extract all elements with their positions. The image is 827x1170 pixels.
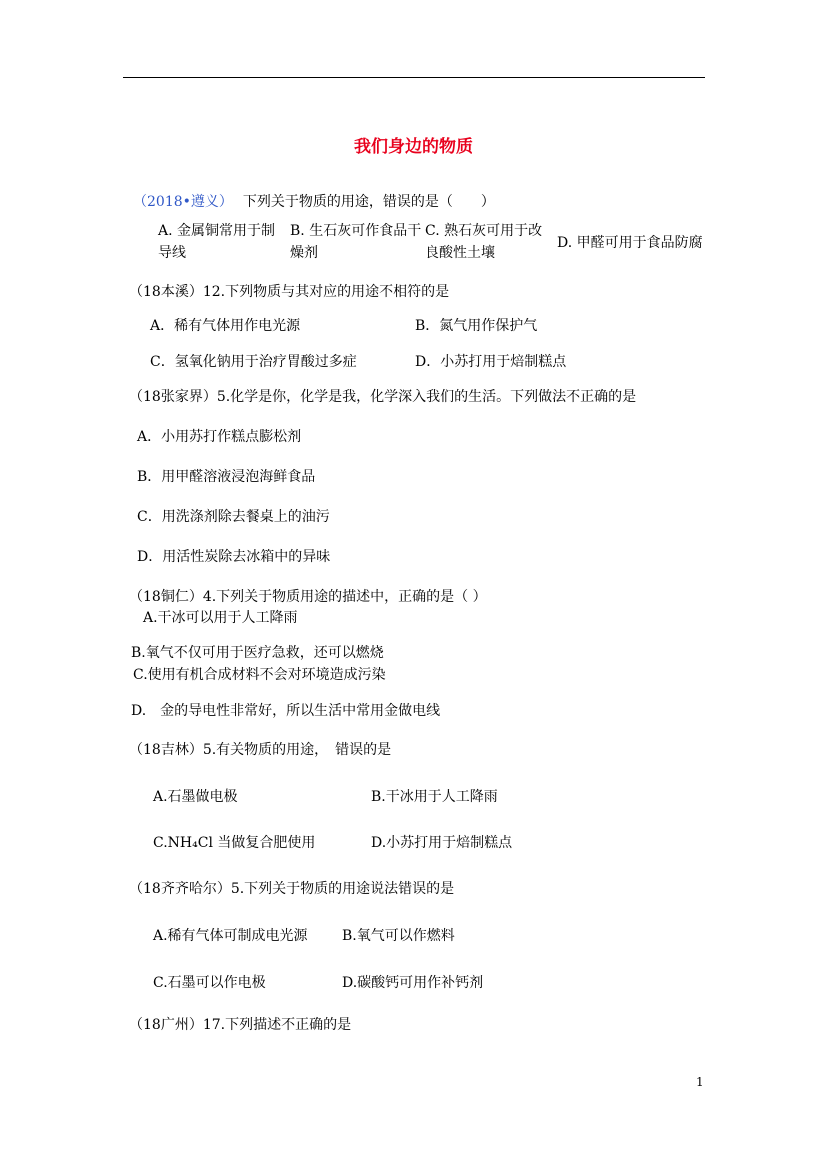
question-3-option-b: B．用甲醛溶液浸泡海鲜食品 [137,469,316,485]
question-2-option-a: A．稀有气体用作电光源 [150,318,301,334]
question-5-option-a: A.石墨做电极 [153,789,238,805]
question-3-option-c: C．用洗涤剂除去餐桌上的油污 [137,509,330,525]
page-title: 我们身边的物质 [354,137,473,157]
question-3-stem: （18张家界）5.化学是你，化学是我，化学深入我们的生活。下列做法不正确的是 [129,389,637,405]
question-2-option-c: C．氢氧化钠用于治疗胃酸过多症 [150,354,357,370]
page-number: 1 [696,1075,704,1089]
question-4-option-a: A.干冰可以用于人工降雨 [143,610,298,626]
question-1-option-c: C. 熟石灰可用于改良酸性土壤 [425,223,543,261]
question-1-option-a: A. 金属铜常用于制导线 [158,223,276,261]
question-4-option-c: C.使用有机合成材料不会对环境造成污染 [133,667,386,683]
question-4-option-b: B.氧气不仅可用于医疗急救，还可以燃烧 [131,645,384,661]
question-2-option-b: B．氮气用作保护气 [415,318,538,334]
question-6-stem: （18齐齐哈尔）5.下列关于物质的用途说法错误的是 [129,881,455,897]
question-1-option-b: B. 生石灰可作食品干燥剂 [290,223,422,261]
question-5-option-c: C.NH₄Cl 当做复合肥使用 [153,835,316,851]
question-5-option-d: D.小苏打用于焙制糕点 [371,835,513,851]
question-1-text: 下列关于物质的用途，错误的是（ ） [242,194,495,210]
question-7-stem: （18广州）17.下列描述不正确的是 [129,1017,352,1033]
question-1-option-d: D. 甲醛可用于食品防腐 [557,235,703,251]
question-6-option-b: B.氧气可以作燃料 [342,928,455,944]
question-4-stem: （18铜仁）4.下列关于物质用途的描述中，正确的是（ ） [129,589,487,605]
question-2-stem: （18本溪）12.下列物质与其对应的用途不相符的是 [129,284,450,300]
question-6-option-a: A.稀有气体可制成电光源 [153,928,308,944]
question-6-option-d: D.碳酸钙可用作补钙剂 [342,975,484,991]
question-6-option-c: C.石墨可以作电极 [153,975,266,991]
question-1-stem [133,194,495,211]
question-3-option-d: D．用活性炭除去冰箱中的异味 [137,549,331,565]
question-5-option-b: B.干冰用于人工降雨 [371,789,498,805]
question-5-stem: （18吉林）5.有关物质的用途， 错误的是 [129,742,392,758]
header-rule [123,77,705,78]
question-2-option-d: D．小苏打用于焙制糕点 [415,354,567,370]
question-4-option-d: D. 金的导电性非常好，所以生活中常用金做电线 [131,703,441,719]
question-3-option-a: A．小用苏打作糕点膨松剂 [137,429,302,445]
question-1-source: （2018•遵义） [133,194,233,210]
